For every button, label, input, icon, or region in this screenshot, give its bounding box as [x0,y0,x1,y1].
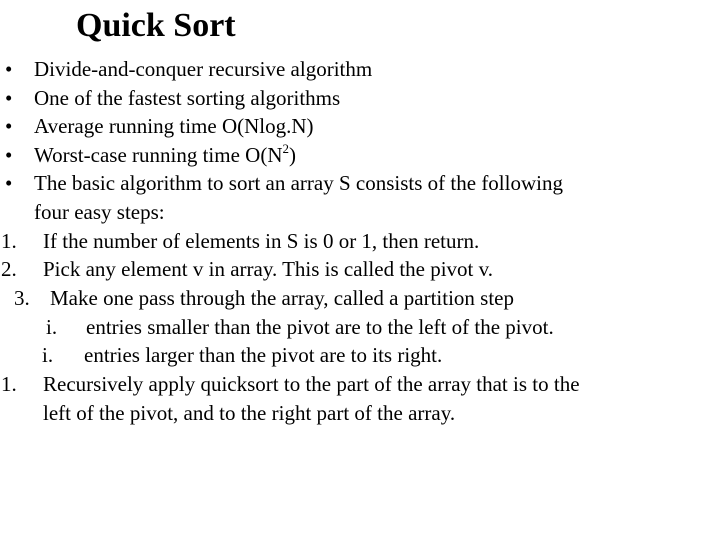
bullet-basic-algorithm-line2: four easy steps: [34,200,165,224]
bullet-fastest: One of the fastest sorting algorithms [34,86,341,110]
bullet-marker: • [5,86,13,110]
step-1-text: If the number of elements in S is 0 or 1, then return. [43,229,480,253]
step-4-text-line2: left of the pivot, and to the right part of the array. [43,401,456,425]
step-number: 1. [1,372,17,396]
sub-step-number: i. [46,315,58,339]
bullet-worst-case-time [34,141,296,169]
sub-step-larger-text: entries larger than the pivot are to its right. [84,343,443,367]
step-3-text: Make one pass through the array, called a partition step [50,286,514,310]
bullet-marker: • [5,143,13,167]
bullet-basic-algorithm-line1: The basic algorithm to sort an array S consists of the following [34,171,563,195]
step-number: 1. [1,229,17,253]
sub-step-smaller-text: entries smaller than the pivot are to the left of the pivot. [86,315,554,339]
step-4-text-line1: Recursively apply quicksort to the part of the array that is to the [43,372,580,396]
bullet-marker: • [5,171,13,195]
sub-step-number: i. [42,343,54,367]
step-number: 3. [14,286,30,310]
step-number: 2. [1,257,17,281]
bullet-average-time: Average running time O(Nlog.N) [34,114,314,138]
worst-case-close-paren: ) [289,143,296,167]
bullet-marker: • [5,57,13,81]
exponent: 2 [282,141,289,156]
worst-case-text: Worst-case running time O(N [34,143,283,167]
bullet-divide-and-conquer: Divide-and-conquer recursive algorithm [34,57,373,81]
bullet-marker: • [5,114,13,138]
step-2-text: Pick any element v in array. This is called the pivot v. [43,257,494,281]
page-title: Quick Sort [76,7,236,44]
